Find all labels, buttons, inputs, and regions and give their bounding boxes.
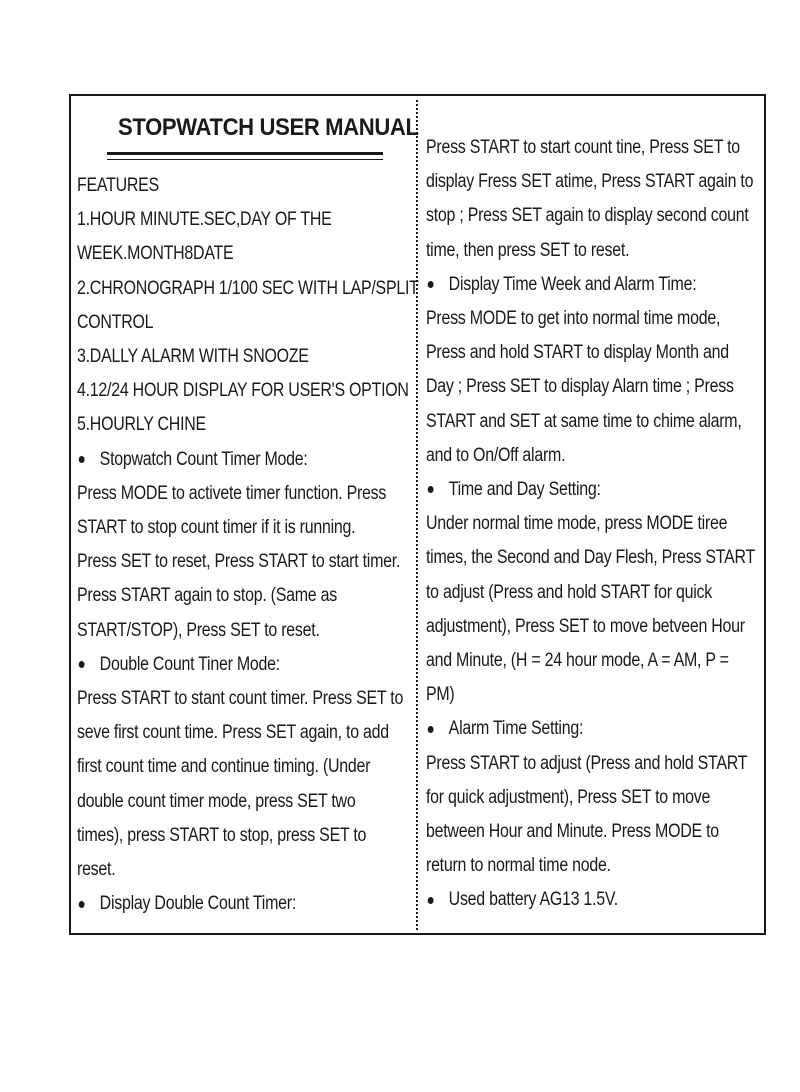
line-text: between Hour and Minute. Press MODE to bbox=[426, 821, 719, 842]
manual-text-line bbox=[77, 859, 115, 881]
line-text: Press START to stant count timer. Press SET to bbox=[77, 688, 404, 709]
manual-text-line bbox=[426, 308, 720, 330]
manual-text-line bbox=[426, 137, 740, 159]
manual-text-line bbox=[426, 582, 712, 604]
bullet-heading bbox=[77, 893, 296, 915]
manual-text-line bbox=[426, 616, 745, 638]
line-text: 2.CHRONOGRAPH 1/100 SEC WITH LAP/SPLIT bbox=[77, 277, 419, 299]
line-text: reset. bbox=[77, 859, 116, 880]
bullet-heading bbox=[426, 889, 618, 911]
manual-text-line bbox=[77, 722, 389, 744]
manual-text-line bbox=[77, 380, 409, 402]
line-text: 4.12/24 HOUR DISPLAY FOR USER'S OPTION bbox=[77, 380, 409, 402]
manual-text-line bbox=[77, 175, 159, 197]
bullet-icon bbox=[79, 661, 85, 668]
manual-text-line bbox=[77, 483, 386, 505]
manual-text-line bbox=[426, 547, 755, 569]
line-text: for quick adjustment), Press SET to move bbox=[426, 786, 711, 808]
manual-text-line bbox=[77, 312, 153, 334]
line-text: 1.HOUR MINUTE.SEC,DAY OF THE bbox=[77, 209, 332, 231]
bullet-heading bbox=[426, 274, 696, 296]
manual-text-line bbox=[77, 278, 419, 300]
line-text: Used battery AG13 1.5V. bbox=[448, 889, 618, 911]
bullet-heading bbox=[77, 654, 280, 676]
line-text: START to stop count timer if it is running. bbox=[77, 517, 356, 538]
line-text: to adjust (Press and hold START for quick bbox=[426, 581, 712, 603]
line-text: Display Time Week and Alarm Time: bbox=[448, 273, 697, 295]
bullet-icon bbox=[79, 456, 85, 463]
bullet-icon bbox=[428, 726, 434, 733]
line-text: Press MODE to get into normal time mode, bbox=[426, 308, 721, 329]
column-divider bbox=[416, 100, 418, 930]
manual-text-line bbox=[77, 620, 320, 642]
manual-text-line bbox=[426, 650, 729, 672]
manual-text-line bbox=[77, 346, 309, 368]
manual-text-line bbox=[426, 787, 710, 809]
line-text: and to On/Off alarm. bbox=[426, 444, 566, 466]
manual-text-line bbox=[77, 209, 332, 231]
line-text: and Minute, (H = 24 hour mode, A = AM, P = bbox=[426, 650, 729, 671]
line-text: seve first count time. Press SET again, to add bbox=[77, 722, 389, 744]
manual-text-line bbox=[77, 688, 403, 710]
manual-text-line bbox=[426, 855, 611, 877]
line-text: double count timer mode, press SET two bbox=[77, 790, 356, 812]
line-text: Press SET to reset, Press START to start timer. bbox=[77, 551, 401, 573]
bullet-icon bbox=[428, 486, 434, 493]
line-text: times), press START to stop, press SET to bbox=[77, 824, 367, 846]
manual-text-line bbox=[77, 791, 355, 813]
line-text: 3.DALLY ALARM WITH SNOOZE bbox=[77, 346, 309, 367]
manual-text-line bbox=[426, 342, 729, 364]
line-text: stop ; Press SET again to display second count bbox=[426, 205, 749, 227]
manual-text-line bbox=[426, 171, 753, 193]
line-text: PM) bbox=[426, 684, 455, 706]
line-text: Alarm Time Setting: bbox=[448, 718, 584, 740]
line-text: Under normal time mode, press MODE tiree bbox=[426, 513, 728, 535]
manual-text-line bbox=[77, 756, 370, 778]
manual-text-line bbox=[426, 240, 629, 262]
manual-text-line bbox=[77, 551, 400, 573]
line-text: Display Double Count Timer: bbox=[99, 893, 297, 915]
manual-text-line bbox=[426, 684, 455, 706]
manual-text-line bbox=[77, 517, 355, 539]
line-text: display Fress SET atime, Press START again to bbox=[426, 171, 754, 193]
line-text: Press START to adjust (Press and hold START bbox=[426, 752, 748, 774]
bullet-heading bbox=[77, 449, 308, 471]
line-text: adjustment), Press SET to move betveen Hour bbox=[426, 615, 745, 637]
line-text: Press START again to stop. (Same as bbox=[77, 585, 337, 607]
line-text: Double Count Tiner Mode: bbox=[99, 653, 280, 675]
manual-text-line bbox=[426, 411, 742, 433]
line-text: return to normal time node. bbox=[426, 855, 611, 877]
bullet-icon bbox=[428, 281, 434, 288]
manual-text-line bbox=[426, 821, 719, 843]
manual-text-line bbox=[426, 513, 727, 535]
bullet-icon bbox=[79, 901, 85, 908]
line-text: 5.HOURLY CHINE bbox=[77, 414, 206, 436]
title-underline-thin bbox=[107, 159, 383, 160]
manual-text-line bbox=[77, 243, 233, 265]
line-text: START/STOP), Press SET to reset. bbox=[77, 619, 320, 641]
line-text: START and SET at same time to chime alarm, bbox=[426, 410, 742, 432]
line-text: times, the Second and Day Flesh, Press START bbox=[426, 547, 755, 569]
line-text: Time and Day Setting: bbox=[448, 479, 601, 500]
bullet-heading bbox=[426, 479, 601, 501]
manual-text-line bbox=[426, 445, 565, 467]
manual-text-line bbox=[77, 585, 337, 607]
line-text: Stopwatch Count Timer Mode: bbox=[99, 448, 308, 470]
title-underline bbox=[107, 152, 383, 155]
line-text: time, then press SET to reset. bbox=[426, 239, 630, 261]
line-text: Day ; Press SET to display Alarn time ; Press bbox=[426, 376, 734, 398]
line-text: FEATURES bbox=[77, 175, 159, 196]
manual-title: STOPWATCH USER MANUAL bbox=[118, 114, 419, 141]
line-text: Press START to start count tine, Press SET to bbox=[426, 137, 740, 158]
line-text: Press and hold START to display Month and bbox=[426, 342, 729, 364]
manual-text-line bbox=[426, 205, 749, 227]
line-text: CONTROL bbox=[77, 311, 154, 333]
line-text: first count time and continue timing. (Under bbox=[77, 756, 371, 778]
line-text: WEEK.MONTH8DATE bbox=[77, 243, 234, 265]
manual-text-line bbox=[426, 753, 747, 775]
line-text: Press MODE to activete timer function. Press bbox=[77, 482, 387, 504]
manual-text-line bbox=[77, 825, 366, 847]
manual-text-line bbox=[77, 414, 206, 436]
bullet-icon bbox=[428, 897, 434, 904]
manual-text-line bbox=[426, 376, 734, 398]
bullet-heading bbox=[426, 718, 583, 740]
